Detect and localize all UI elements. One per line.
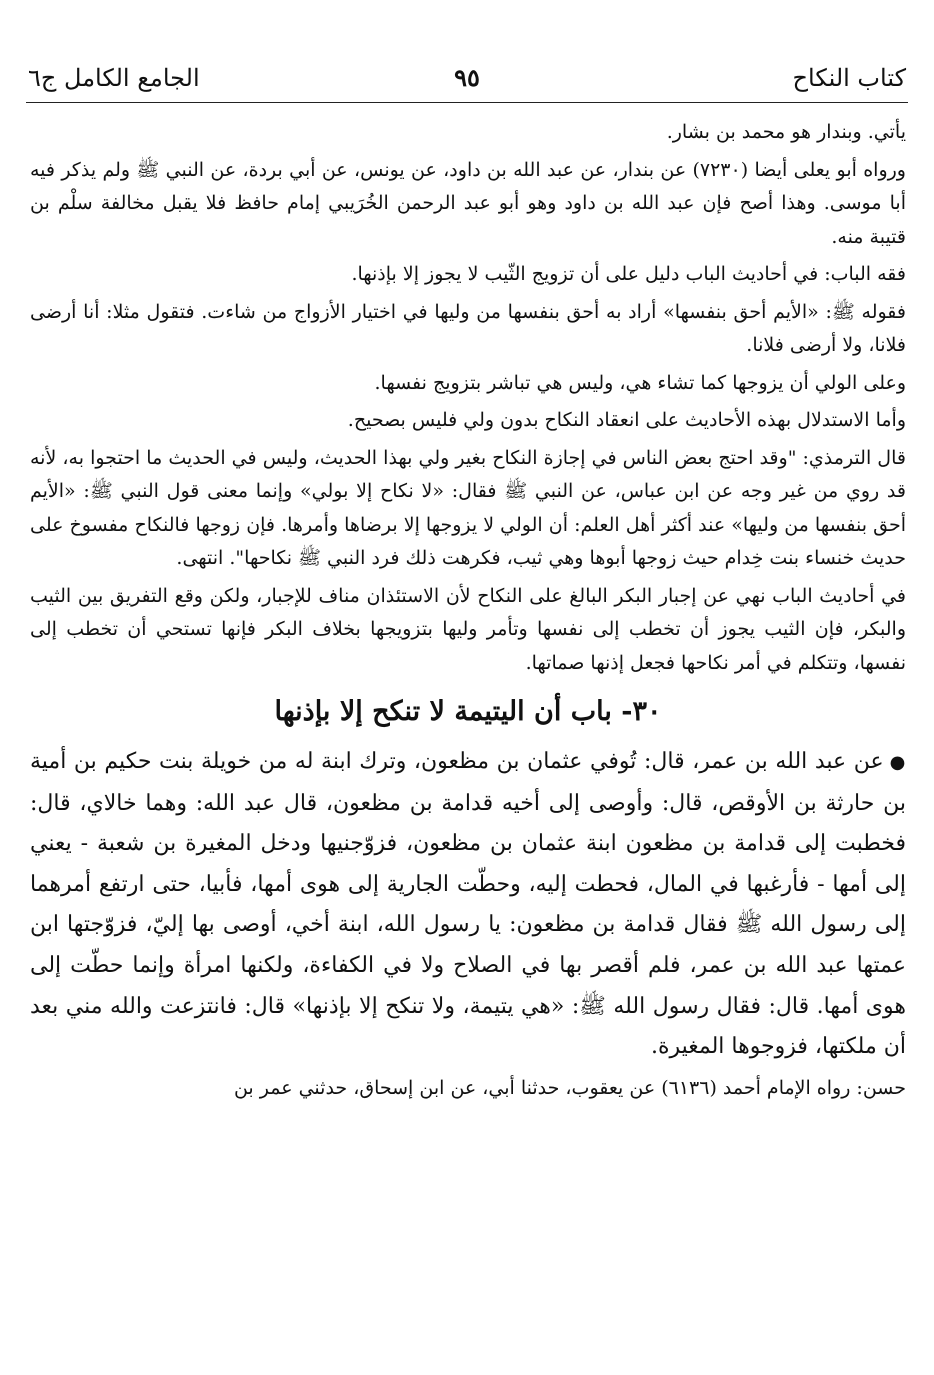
book-title: كتاب النكاح <box>792 64 906 92</box>
section-heading: ٣٠- باب أن اليتيمة لا تنكح إلا بإذنها <box>274 696 662 727</box>
paragraph-8: في أحاديث الباب نهي عن إجبار البكر البالغ على النكاح لأن الاستئذان مناف للإجبار، ولكن وقع التفريق بين الثيب والبكر، فإن الثيب يجوز أن تخطب إلى نفسها وتأمر وليها بتزويجها بخلاف البكر فإنها تستحي أن تخطب إلى نفسها، وتتكلم في أمر نكاحها فجعل إذنها صماتها. <box>30 584 906 674</box>
work-title: الجامع الكامل ج٦ <box>28 64 200 92</box>
hadith-text-block <box>30 742 906 1068</box>
paragraph-6: وأما الاستدلال بهذه الأحاديث على انعقاد النكاح بدون ولي فليس بصحيح. <box>347 409 906 431</box>
paragraph-2: ورواه أبو يعلى أيضا (٧٢٣٠) عن بندار، عن عبد الله بن داود، عن يونس، عن أبي بردة، عن النبي ﷺ ولم يذكر فيه أبا موسى. وهذا أصح فإن عبد الله بن داود وهو أبو عبد الرحمن الخُرَيبي إمام حافظ فلا يقبل مخالفة سلْم بن قتيبة منه. <box>30 158 906 248</box>
paragraph-7: قال الترمذي: "وقد احتج بعض الناس في إجازة النكاح بغير ولي بهذا الحديث، وليس في الحديث ما احتجوا به، لأنه قد روي من غير وجه عن ابن عباس، عن النبي ﷺ فقال: «لا نكاح إلا بولي» وإنما معنى قول النبي ﷺ: «الأيم أحق بنفسها من وليها» عند أكثر أهل العلم: أن الولي لا يزوجها إلا برضاها وأمرها. فإن زوجها فالنكاح مفسوخ على حديث خنساء بنت خِدام حيث زوجها أبوها وهي ثيب، فكرهت ذلك فرد النبي ﷺ نكاحها". انتهى. <box>30 446 906 569</box>
bullet-icon: ● <box>889 752 906 773</box>
running-header <box>26 58 908 103</box>
hadith-text: عن عبد الله بن عمر، قال: تُوفي عثمان بن مظعون، وترك ابنة له من خويلة بنت حكيم بن أمية بن حارثة بن الأوقص، قال: وأوصى إلى أخيه قدامة بن مظعون، قال عبد الله: وهما خالاي، قال: فخطبت إلى قدامة بن مظعون ابنة عثمان بن مظعون، فزوّجنيها ودخل المغيرة بن شعبة - يعني إلى أمها - فأرغبها في المال، فحطت إليه، وحطّت الجارية إلى هوى أمها، فأبيا، حتى ارتفع أمرهما إلى رسول الله ﷺ فقال قدامة بن مظعون: يا رسول الله، ابنة أخي، أوصى بها إليّ، فزوّجتها ابن عمتها عبد الله بن عمر، فلم أقصر بها في الصلاح ولا في الكفاءة، ولكنها امرأة وإنما حطّت إلى هوى أمها. قال: فقال رسول الله ﷺ: «هي يتيمة، ولا تنكح إلا بإذنها» قال: فانتزعت والله مني بعد أن ملكتها، فزوجوها المغيرة. <box>30 749 906 1060</box>
page-body <box>30 116 906 1105</box>
paragraph-3: فقه الباب: في أحاديث الباب دليل على أن تزويج الثّيب لا يجوز إلا بإذنها. <box>351 263 906 285</box>
paragraph-1: يأتي. وبندار هو محمد بن بشار. <box>666 121 906 143</box>
footer-paragraph: حسن: رواه الإمام أحمد (٦١٣٦) عن يعقوب، حدثنا أبي، عن ابن إسحاق، حدثني عمر بن <box>233 1076 906 1099</box>
page-number: ٩٥ <box>454 63 480 92</box>
paragraph-5: وعلى الولي أن يزوجها كما تشاء هي، وليس هي تباشر بتزويج نفسها. <box>374 371 906 394</box>
paragraph-4: فقوله ﷺ: «الأيم أحق بنفسها» أراد به أحق بنفسها من وليها في اختيار الأزواج من شاءت. فتقول مثلا: أنا أرضى فلانا، ولا أرضى فلانا. <box>30 300 906 356</box>
